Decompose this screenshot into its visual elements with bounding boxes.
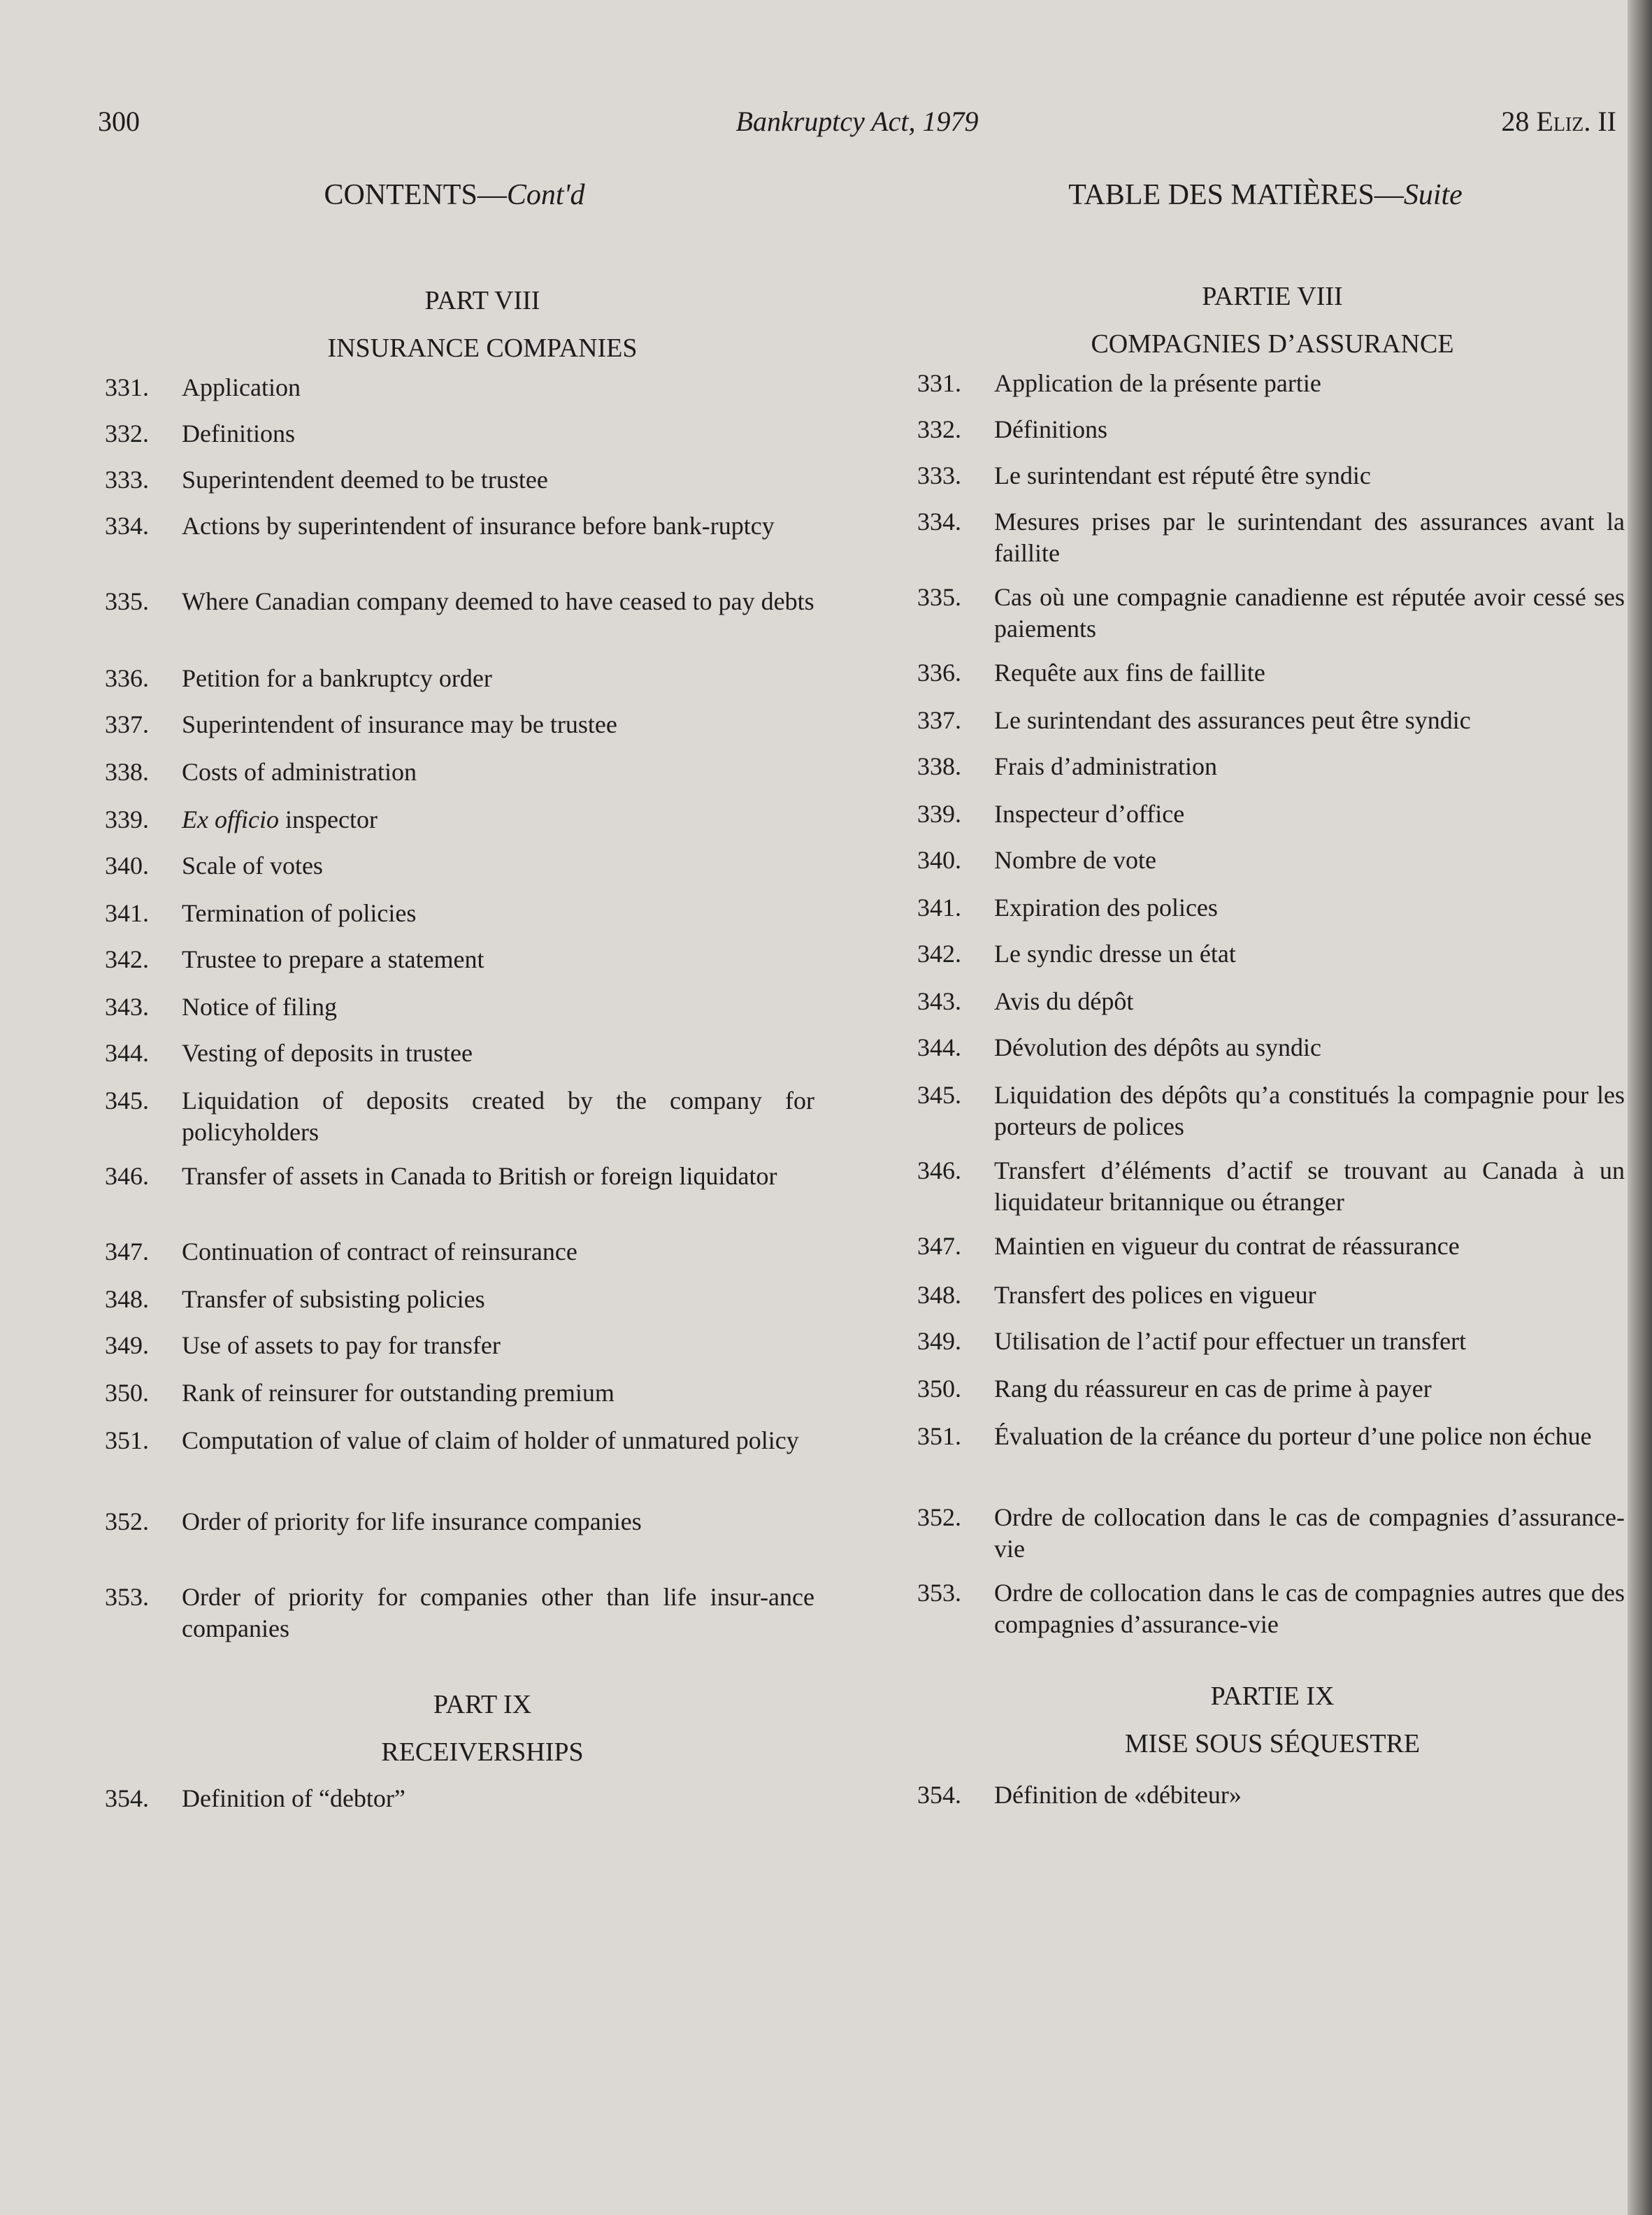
part-label: PARTIE VIII xyxy=(1202,282,1343,311)
section-title: Le surintendant des assurances peut être syndic xyxy=(994,706,1471,734)
part-title: COMPAGNIES D’ASSURANCE xyxy=(1091,329,1454,359)
section-number: 339. xyxy=(917,800,961,828)
section-title: Termination of policies xyxy=(182,899,417,927)
section-title: Le surintendant est réputé être syndic xyxy=(994,461,1371,489)
section-title: Avis du dépôt xyxy=(994,987,1134,1015)
section-number: 331. xyxy=(105,373,149,401)
section-title xyxy=(182,804,814,836)
section-title: Utilisation de l’actif pour effectuer un transfert xyxy=(994,1327,1467,1355)
page-edge-shadow xyxy=(1628,0,1652,2215)
french-entry-354: 354. Définition de «débiteur» xyxy=(917,1781,1242,1809)
section-number: 332. xyxy=(917,415,961,443)
section-title: Costs of administration xyxy=(182,758,417,786)
section-title: Order of priority for life insurance companies xyxy=(182,1507,642,1535)
section-title: Application xyxy=(182,373,301,401)
section-title: Mesures prises par le surintendant des assurances avant la faillite xyxy=(994,508,1625,567)
section-number: 337. xyxy=(105,710,149,738)
english-entry-354: 354. Definition of “debtor” xyxy=(105,1784,405,1812)
part-label: PART VIII xyxy=(424,286,540,315)
section-number: 332. xyxy=(105,420,149,447)
section-title: Liquidation of deposits created by the company for policyholders xyxy=(182,1087,814,1146)
section-title: Définitions xyxy=(994,415,1107,443)
page-number: 300 xyxy=(98,106,140,137)
section-number: 351. xyxy=(105,1426,149,1454)
section-title: Transfer of subsisting policies xyxy=(182,1285,485,1313)
act-title: Bankruptcy Act, 1979 xyxy=(735,106,979,137)
section-title: Superintendent deemed to be trustee xyxy=(182,466,548,494)
section-title: Use of assets to pay for transfer xyxy=(182,1331,501,1359)
section-title: Requête aux fins de faillite xyxy=(994,659,1265,687)
section-number: 333. xyxy=(917,461,961,489)
section-title: Trustee to prepare a statement xyxy=(182,945,484,973)
section-title-italic: Ex officio xyxy=(182,805,279,833)
section-number: 338. xyxy=(917,752,961,780)
section-number: 341. xyxy=(105,899,149,927)
section-number: 346. xyxy=(105,1162,149,1190)
section-number: 350. xyxy=(917,1375,961,1403)
section-number: 341. xyxy=(917,894,961,922)
section-number: 340. xyxy=(917,846,961,874)
section-title: Nombre de vote xyxy=(994,846,1156,874)
section-number: 346. xyxy=(917,1156,961,1184)
section-number: 349. xyxy=(105,1331,149,1359)
part-9-heading-english xyxy=(175,1681,790,1776)
section-number: 333. xyxy=(105,466,149,494)
section-number: 348. xyxy=(105,1285,149,1313)
section-number: 344. xyxy=(917,1033,961,1061)
section-title: Continuation of contract of reinsurance xyxy=(182,1238,577,1266)
section-title: Superintendent of insurance may be trustee xyxy=(182,710,617,738)
section-number: 334. xyxy=(105,512,149,540)
section-number: 352. xyxy=(105,1507,149,1535)
section-title: Expiration des polices xyxy=(994,894,1218,922)
part-label: PARTIE IX xyxy=(1210,1682,1335,1711)
section-title: Ordre de collocation dans le cas de compagnies d’assurance-vie xyxy=(994,1503,1625,1563)
section-number: 348. xyxy=(917,1281,961,1309)
part-title: MISE SOUS SÉQUESTRE xyxy=(1124,1729,1421,1758)
contents-title-french: TABLE DES MATIÈRES—Suite xyxy=(1068,179,1463,211)
section-number: 349. xyxy=(917,1327,961,1355)
section-title: Computation of value of claim of holder of unmatured policy xyxy=(182,1426,799,1454)
section-title: Ordre de collocation dans le cas de compagnies autres que des compagnies d’assurance-vie xyxy=(994,1579,1625,1638)
section-number: 347. xyxy=(917,1232,961,1260)
part-9-heading-french xyxy=(965,1672,1580,1768)
section-number: 352. xyxy=(917,1503,961,1531)
section-title-rest: inspector xyxy=(278,805,378,833)
section-number: 335. xyxy=(105,587,149,615)
section-title: Maintien en vigueur du contrat de réassurance xyxy=(994,1232,1460,1260)
section-title: Scale of votes xyxy=(182,852,323,880)
section-title: Transfert d’éléments d’actif se trouvant au Canada à un liquidateur britannique ou étranger xyxy=(994,1156,1625,1216)
section-title: Order of priority for companies other than life insur-ance companies xyxy=(182,1583,814,1642)
section-number: 337. xyxy=(917,706,961,734)
english-contents-list xyxy=(105,0,814,2215)
section-title: Inspecteur d’office xyxy=(994,800,1185,828)
section-title: Frais d’administration xyxy=(994,752,1217,780)
section-number: 351. xyxy=(917,1422,961,1450)
section-number: 353. xyxy=(917,1579,961,1607)
section-number: 345. xyxy=(917,1081,961,1109)
section-number: 344. xyxy=(105,1039,149,1067)
section-title: Cas où une compagnie canadienne est réputée avoir cessé ses paiements xyxy=(994,583,1625,643)
section-number: 331. xyxy=(917,369,961,397)
part-title: INSURANCE COMPANIES xyxy=(327,334,638,363)
section-title: Transfert des polices en vigueur xyxy=(994,1281,1316,1309)
section-number: 342. xyxy=(105,945,149,973)
section-number: 353. xyxy=(105,1583,149,1611)
french-contents-list xyxy=(917,0,1625,2215)
section-number: 347. xyxy=(105,1238,149,1266)
section-title: Transfer of assets in Canada to British or foreign liquidator xyxy=(182,1162,777,1190)
section-title: Notice of filing xyxy=(182,993,337,1021)
section-title: Rang du réassureur en cas de prime à payer xyxy=(994,1375,1432,1403)
section-title: Definitions xyxy=(182,420,295,447)
section-title: Actions by superintendent of insurance before bank-ruptcy xyxy=(182,512,775,540)
section-title: Where Canadian company deemed to have ceased to pay debts xyxy=(182,587,814,615)
section-number: 342. xyxy=(917,940,961,968)
contents-title-english: CONTENTS—Cont'd xyxy=(324,179,585,211)
part-label: PART IX xyxy=(433,1690,532,1719)
regnal-year: 28 Eliz. II xyxy=(1501,106,1616,137)
section-title: Le syndic dresse un état xyxy=(994,940,1236,968)
section-title: Dévolution des dépôts au syndic xyxy=(994,1033,1321,1061)
section-title: Application de la présente partie xyxy=(994,369,1321,397)
section-title: Vesting of deposits in trustee xyxy=(182,1039,473,1067)
section-number: 343. xyxy=(105,993,149,1021)
section-number: 336. xyxy=(917,659,961,687)
section-number: 340. xyxy=(105,852,149,880)
section-number: 336. xyxy=(105,664,149,692)
section-number: 334. xyxy=(917,508,961,536)
part-title: RECEIVERSHIPS xyxy=(381,1737,584,1767)
section-number: 335. xyxy=(917,583,961,611)
section-number: 345. xyxy=(105,1087,149,1114)
section-number: 338. xyxy=(105,758,149,786)
section-number: 339. xyxy=(105,805,149,833)
section-title: Petition for a bankruptcy order xyxy=(182,664,492,692)
section-title: Évaluation de la créance du porteur d’une police non échue xyxy=(994,1422,1592,1450)
section-number: 350. xyxy=(105,1379,149,1407)
section-title: Rank of reinsurer for outstanding premium xyxy=(182,1379,615,1407)
section-title: Liquidation des dépôts qu’a constitués la compagnie pour les porteurs de polices xyxy=(994,1081,1625,1140)
section-number: 343. xyxy=(917,987,961,1015)
